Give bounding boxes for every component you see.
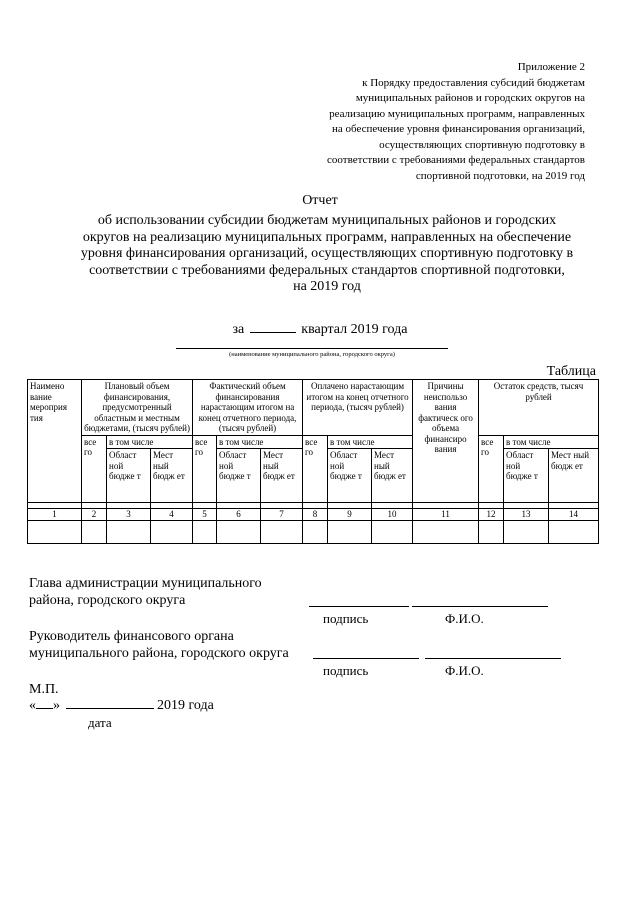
table-cell[interactable]	[504, 521, 549, 544]
finance-title-line: муниципального района, городского округа	[29, 646, 289, 661]
finance-signature-field[interactable]	[313, 658, 419, 659]
column-numbers-row	[28, 509, 599, 521]
column-number: 2	[82, 509, 107, 521]
header-regional-budget: Област ной бюдже т	[328, 449, 372, 503]
table-row[interactable]	[28, 521, 599, 544]
header-total: все го	[303, 435, 328, 503]
subtitle-line: округов на реализацию муниципальных программ, направленных на обеспечение	[82, 229, 572, 245]
column-number: 12	[479, 509, 504, 521]
table-cell[interactable]	[193, 521, 217, 544]
stamp-place: М.П.	[29, 682, 59, 697]
quarter-line	[0, 320, 640, 338]
subtitle-line: об использовании субсидии бюджетам муниципальных районов и городских	[97, 213, 557, 228]
column-number: 6	[217, 509, 261, 521]
signature-caption: подпись	[323, 663, 369, 678]
header-actual-financing: Фактический объем финансирования нарастающим итогом на конец отчетного периода, (тысяч рублей)	[193, 380, 303, 436]
report-title: Отчет	[302, 193, 338, 208]
column-number: 14	[549, 509, 599, 521]
head-title-line: Глава администрации муниципального	[29, 576, 262, 591]
date-quote-open: «	[29, 698, 36, 713]
name-caption: Ф.И.О.	[445, 663, 484, 678]
table-cell[interactable]	[549, 521, 599, 544]
date-day-field[interactable]	[36, 697, 53, 709]
signature-caption: подпись	[323, 611, 369, 626]
header-balance: Остаток средств, тысяч рублей	[479, 380, 599, 436]
table-cell[interactable]	[107, 521, 151, 544]
quarter-suffix: квартал 2019 года	[301, 322, 408, 337]
annex-line: Приложение 2	[517, 61, 585, 73]
subtitle-line: на 2019 год	[293, 279, 361, 294]
date-year: 2019 года	[157, 698, 214, 713]
header-including: в том числе	[504, 435, 599, 449]
header-paid: Оплачено нарастающим итогом на конец отчетного периода, (тысяч рублей)	[303, 380, 413, 436]
quarter-blank-field[interactable]	[250, 320, 296, 333]
annex-line: к Порядку предоставления субсидий бюджетам	[362, 76, 585, 89]
head-title-line: района, городского округа	[29, 593, 186, 608]
date-line	[29, 697, 214, 714]
table-cell[interactable]	[261, 521, 303, 544]
header-planned-financing: Плановый объем финансирования, предусмотренный областным и местным бюджетами, (тысяч рублей)	[82, 380, 193, 436]
column-number: 3	[107, 509, 151, 521]
column-number: 5	[193, 509, 217, 521]
header-including: в том числе	[328, 435, 413, 449]
finance-name-field[interactable]	[425, 658, 561, 659]
column-number: 11	[413, 509, 479, 521]
column-number: 1	[28, 509, 82, 521]
table-cell[interactable]	[479, 521, 504, 544]
head-signature-label	[29, 575, 262, 609]
header-local-budget: Мест ный бюдж ет	[549, 449, 599, 503]
annex-line: осуществляющих спортивную подготовку в	[379, 138, 585, 151]
annex-header	[255, 60, 585, 184]
finance-title-line: Руководитель финансового органа	[29, 629, 234, 644]
municipal-caption: (наименование муниципального района, городского округа)	[229, 351, 395, 358]
header-total: все го	[479, 435, 504, 503]
table-cell[interactable]	[372, 521, 413, 544]
report-table	[27, 379, 599, 544]
header-reasons: Причины неиспользо вания фактическ ого объема финансиро вания	[413, 380, 479, 503]
table-cell[interactable]	[82, 521, 107, 544]
table-label: Таблица	[546, 364, 596, 379]
subtitle-line: уровня финансирования организаций, осуществляющих спортивную подготовку в	[80, 246, 574, 261]
column-number: 4	[151, 509, 193, 521]
date-caption: дата	[88, 715, 112, 730]
table-cell[interactable]	[217, 521, 261, 544]
table-cell[interactable]	[413, 521, 479, 544]
date-month-field[interactable]	[66, 697, 154, 709]
header-total: все го	[193, 435, 217, 503]
finance-signature-label	[29, 628, 289, 662]
subtitle-line: соответствии с требованиями федеральных стандартов спортивной подготовки,	[89, 262, 565, 278]
annex-line: соответствии с требованиями федеральных стандартов	[327, 154, 585, 166]
table-cell[interactable]	[151, 521, 193, 544]
annex-line: муниципальных районов и городских округов на	[355, 92, 585, 104]
column-number: 9	[328, 509, 372, 521]
head-signature-field[interactable]	[309, 606, 409, 607]
header-measure-name: Наимено вание мероприя тия	[28, 380, 82, 503]
header-local-budget: Мест ный бюдж ет	[372, 449, 413, 503]
header-regional-budget: Област ной бюдже т	[504, 449, 549, 503]
column-number: 13	[504, 509, 549, 521]
header-local-budget: Мест ный бюдж ет	[261, 449, 303, 503]
column-number: 8	[303, 509, 328, 521]
municipal-name-field[interactable]	[176, 348, 448, 349]
annex-line: реализацию муниципальных программ, направленных	[329, 107, 585, 120]
column-number: 7	[261, 509, 303, 521]
column-number: 10	[372, 509, 413, 521]
header-including: в том числе	[107, 435, 193, 449]
table-cell[interactable]	[28, 521, 82, 544]
header-total: все го	[82, 435, 107, 503]
header-regional-budget: Област ной бюдже т	[107, 449, 151, 503]
annex-line: спортивной подготовки, на 2019 год	[415, 169, 585, 182]
header-regional-budget: Област ной бюдже т	[217, 449, 261, 503]
name-caption: Ф.И.О.	[445, 611, 484, 626]
header-including: в том числе	[217, 435, 303, 449]
head-name-field[interactable]	[412, 606, 548, 607]
quarter-prefix: за	[232, 322, 245, 337]
annex-line: на обеспечение уровня финансирования организаций,	[332, 123, 585, 135]
header-local-budget: Мест ный бюдж ет	[151, 449, 193, 503]
report-subtitle	[34, 213, 620, 296]
table-cell[interactable]	[328, 521, 372, 544]
date-quote-close: »	[53, 698, 60, 713]
table-cell[interactable]	[303, 521, 328, 544]
